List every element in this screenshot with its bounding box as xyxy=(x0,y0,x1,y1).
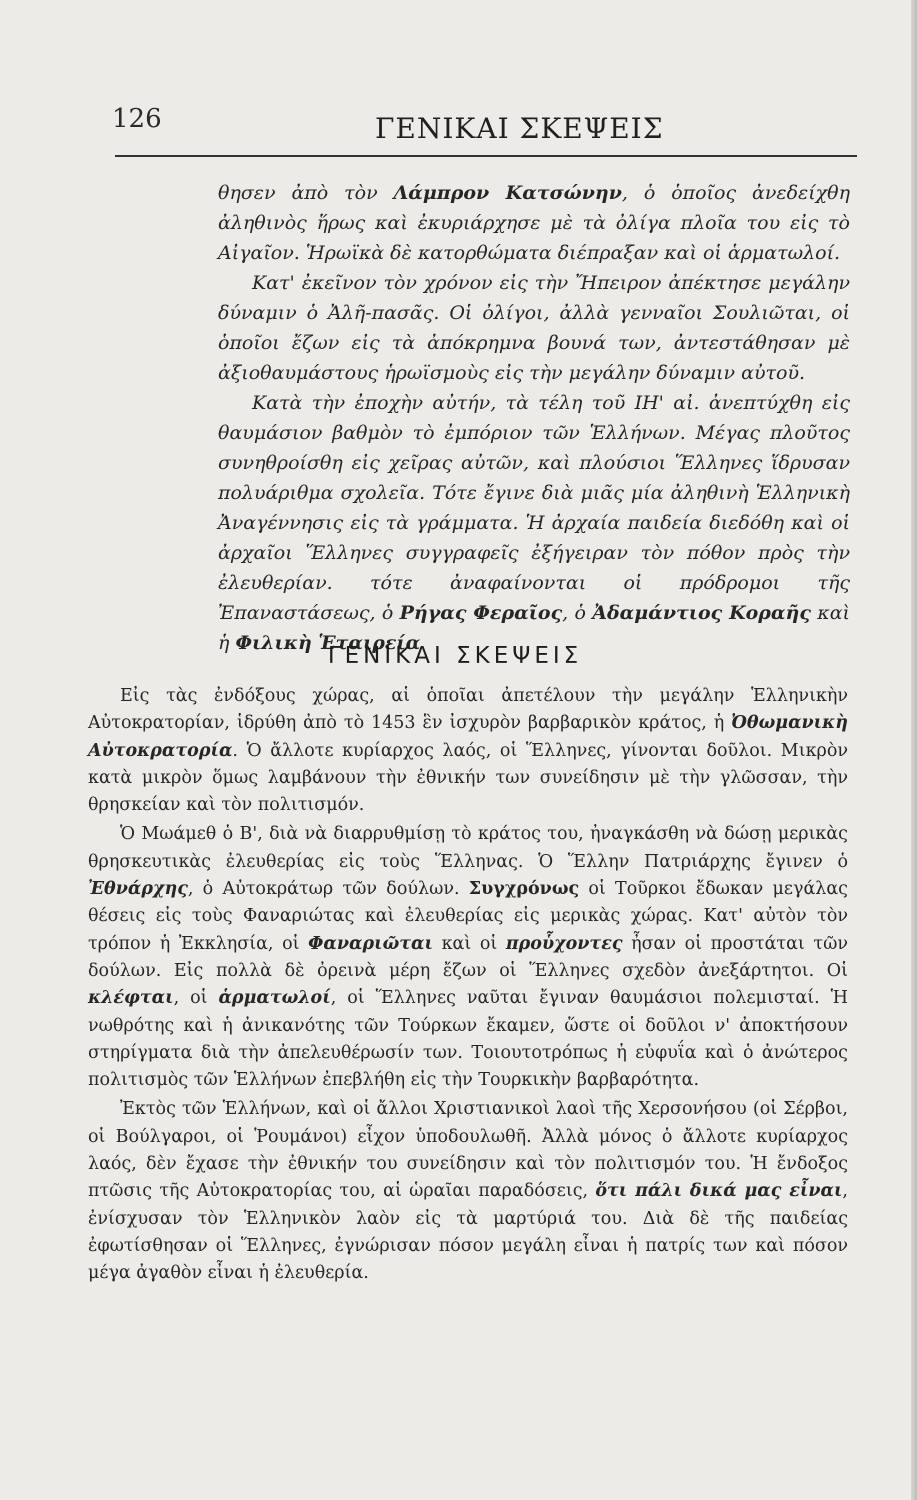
emphasis-term: ἁρματωλοί xyxy=(218,988,331,1009)
running-title: ΓΕΝΙΚΑΙ ΣΚΕΨΕΙΣ xyxy=(375,112,664,145)
text-run: καὶ ἡ xyxy=(218,602,850,654)
page-number: 126 xyxy=(112,104,162,134)
text-run: οἱ Τοῦρκοι ἔδωκαν μεγάλας θέσεις εἰς τοὺς Φαναριώτας καὶ ἐλευθερίας εἰς μερικὰς χώρας. Κατ' αὐτὸν τὸν τρόπον ἡ Ἐκκλησία, οἱ xyxy=(88,879,848,954)
text-run: , ὁ Αὐτοκράτωρ τῶν δούλων. xyxy=(187,879,469,900)
emphasis-name: Ρήγας Φεραῖος xyxy=(399,602,563,624)
text-run: Ἐκτὸς τῶν Ἑλλήνων, καὶ οἱ ἄλλοι Χριστιανικοὶ λαοὶ τῆς Χερσονήσου (οἱ Σέρβοι, οἱ Βούλγαροι, οἱ Ῥουμάνοι) εἶχον ὑποδουλωθῆ. Ἀλλὰ μόνος ὁ ἄλλοτε κυρίαρχος λαός, δὲν ἔχασε τὴν ἐθνικήν του συνείδησιν καὶ τὸν πολιτισμόν του. Ἡ ἔνδοξος πτῶσις τῆς Αὐτοκρατορίας του, αἱ ὡραῖαι παραδόσεις, xyxy=(88,1099,848,1202)
text-run: θησεν ἀπὸ τὸν xyxy=(218,182,394,204)
text-run: καὶ οἱ xyxy=(432,933,506,954)
paragraph xyxy=(88,683,848,819)
emphasis-term: Φαναριῶται xyxy=(308,933,433,954)
emphasis-term: προὗχοντες xyxy=(505,933,623,954)
emphasis-phrase: ὅτι πάλι δικά μας εἶναι xyxy=(595,1181,843,1202)
text-run: , ἐνίσχυσαν τὸν Ἑλληνικὸν λαὸν εἰς τὰ μαρτύριά του. Διὰ δὲ τῆς παιδείας ἐφωτίσθησαν οἱ Ἕλληνες, ἐγνώρισαν πόσον μεγάλη εἶναι ἡ πατρίς των καὶ πόσον μέγα ἀγαθὸν εἶναι ἡ ἐλευθερία. xyxy=(88,1181,848,1284)
page-edge xyxy=(911,0,917,1500)
text-run: Ὁ Μωάμεθ ὁ Β', διὰ νὰ διαρρυθμίσῃ τὸ κράτος του, ἠναγκάσθη νὰ δώσῃ μερικὰς θρησκευτικὰς ἐλευθερίας εἰς τοὺς Ἕλληνας. Ὁ Ἕλλην Πατριάρχης ἔγινεν ὁ xyxy=(88,824,848,872)
emphasis-name: Ἀδαμάντιος Κοραῆς xyxy=(592,602,811,624)
emphasis-term: Συγχρόνως xyxy=(468,879,580,900)
main-section xyxy=(88,683,848,1290)
paragraph xyxy=(218,268,850,388)
text-run: , ὁ ὁποῖος ἀνεδείχθη ἀληθινὸς ἥρως καὶ ἐκυριάρχησε μὲ τὰ ὀλίγα πλοῖα του εἰς τὸ Αἰγαῖον. Ἡρωϊκὰ δὲ κατορθώματα διέπραξαν καὶ οἱ ἁρματωλοί. xyxy=(218,182,850,264)
emphasis-name: Λάμπρον Κατσώνην xyxy=(393,182,622,204)
paragraph xyxy=(88,1096,848,1287)
top-section xyxy=(218,178,850,658)
text-run: Κατ' ἐκεῖνον τὸν χρόνον εἰς τὴν Ἤπειρον ἀπέκτησε μεγάλην δύναμιν ὁ Ἀλῆ-πασᾶς. Οἱ ὀλίγοι, ἀλλὰ γενναῖοι Σουλιῶται, οἱ ὁποῖοι ἔζων εἰς τὰ ἀπόκρημνα βουνά των, ἀντεστάθησαν μὲ ἀξιοθαυμάστους ἡρωϊσμοὺς εἰς τὴν μεγάλην δύναμιν αὐτοῦ. xyxy=(218,272,850,384)
paragraph xyxy=(218,178,850,268)
header-rule xyxy=(115,155,857,157)
text-run: , ὁ xyxy=(562,602,593,624)
emphasis-name: Φιλικὴ Ἑταιρεία xyxy=(235,632,421,654)
paragraph xyxy=(218,388,850,658)
text-run: . Ὁ ἄλλοτε κυρίαρχος λαός, οἱ Ἕλληνες, γίνονται δοῦλοι. Μικρὸν κατὰ μικρὸν ὅμως λαμβάνουν τὴν ἐθνικήν των συνείδησιν μὲ τὴν γλῶσσαν, τὴν θρησκείαν καὶ τὸν πολιτισμόν. xyxy=(88,740,848,816)
paragraph xyxy=(88,821,848,1094)
section-heading: ΓΕΝΙΚΑΙ ΣΚΕΨΕΙΣ xyxy=(327,643,583,669)
emphasis-term: Ὀθωμανικὴ Αὐτοκρατορία xyxy=(88,713,848,761)
emphasis-term: Ἐθνάρχης xyxy=(88,879,188,900)
text-run: Εἰς τὰς ἐνδόξους χώρας, αἱ ὁποῖαι ἀπετέλουν τὴν μεγάλην Ἑλληνικὴν Αὐτοκρατορίαν, ἱδρύθη ἀπὸ τὸ 1453 ἓν ἰσχυρὸν βαρβαρικὸν κράτος, ἡ xyxy=(88,686,848,734)
text-run: , οἱ xyxy=(173,988,219,1009)
text-run: , οἱ Ἕλληνες ναῦται ἔγιναν θαυμάσιοι πολεμισταί. Ἡ νωθρότης καὶ ἡ ἀνικανότης τῶν Τούρκων ἔκαμεν, ὥστε οἱ δοῦλοι ν' ἀποκτήσουν στηρίγματα διὰ τὴν ἀπελευθέρωσίν των. Τοιουτοτρόπως ἡ εὐφυΐα καὶ ὁ ἀνώτερος πολιτισμὸς τῶν Ἑλλήνων ἐπεβλήθη εἰς τὴν Τουρκικὴν βαρβαρότητα. xyxy=(88,988,848,1091)
text-run: Κατὰ τὴν ἐποχὴν αὐτήν, τὰ τέλη τοῦ ΙΗ' αἰ. ἀνεπτύχθη εἰς θαυμάσιον βαθμὸν τὸ ἐμπόριον τῶν Ἑλλήνων. Μέγας πλοῦτος συνηθροίσθη εἰς χεῖρας αὐτῶν, καὶ πλούσιοι Ἕλληνες ἵδρυσαν πολυάριθμα σχολεῖα. Τότε ἔγινε διὰ μιᾶς μία ἀληθινὴ Ἑλληνικὴ Ἀναγέννησις εἰς τὰ γράμματα. Ἡ ἀρχαία παιδεία διεδόθη καὶ οἱ ἀρχαῖοι Ἕλληνες συγγραφεῖς ἐξήγειραν τὸν πόθον πρὸς τὴν ἐλευθερίαν. τότε ἀναφαίνονται οἱ πρόδρομοι τῆς Ἐπαναστάσεως, ὁ xyxy=(218,392,850,624)
text-run: ἦσαν οἱ προστάται τῶν δούλων. Εἰς πολλὰ δὲ ὀρεινὰ μέρη ἔζων οἱ Ἕλληνες σχεδὸν ἀνεξάρτητοι. Οἱ xyxy=(88,933,849,981)
emphasis-term: κλέφται xyxy=(88,988,174,1009)
